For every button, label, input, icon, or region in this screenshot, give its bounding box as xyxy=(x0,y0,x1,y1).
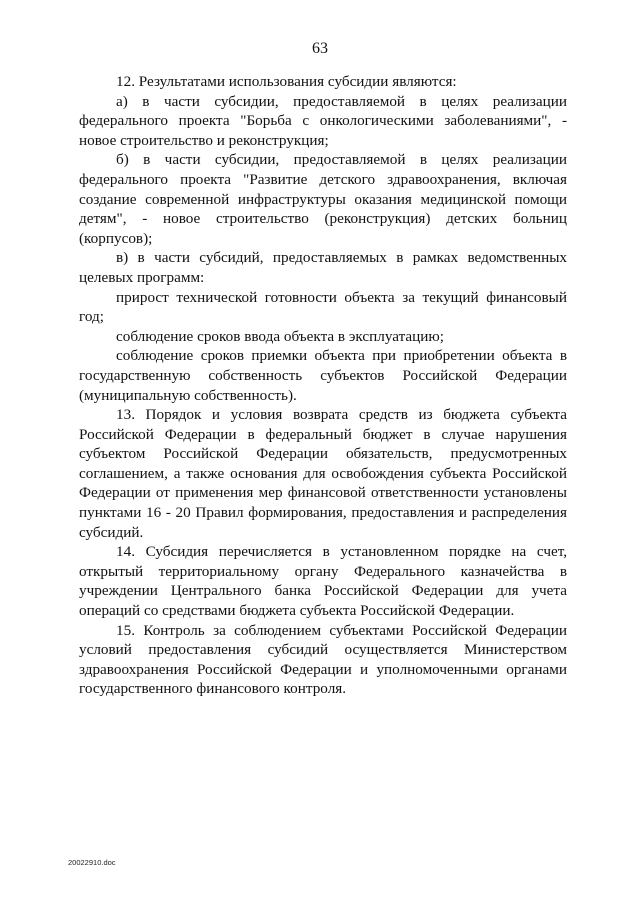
paragraph-readiness-growth: прирост технической готовности объекта за текущий финансовый год; xyxy=(79,288,567,326)
document-body xyxy=(79,72,567,699)
paragraph-13-refund-procedure: 13. Порядок и условия возврата средств из бюджета субъекта Российской Федерации в федеральный бюджет в случае нарушения субъектом Российской Федерации обязательств, предусмотренных соглашением, а также основания для освобождения субъекта Российской Федерации от применения мер финансовой ответственности установлены пунктами 16 - 20 Правил формирования, предоставления и распределения субсидий. xyxy=(79,406,567,541)
footer-filename: 20022910.doc xyxy=(68,858,116,867)
paragraph-12c-departmental-programs: в) в части субсидий, предоставляемых в рамках ведомственных целевых программ: xyxy=(79,249,567,286)
paragraph-15-control: 15. Контроль за соблюдением субъектами Российской Федерации условий предоставления субсидий осуществляется Министерством здравоохранения Российской Федерации и уполномоченными органами государственного финансового контроля. xyxy=(79,621,567,698)
paragraph-commissioning-deadlines: соблюдение сроков ввода объекта в эксплуатацию; xyxy=(116,327,444,345)
page-number: 63 xyxy=(312,40,328,57)
paragraph-acceptance-deadlines: соблюдение сроков приемки объекта при приобретении объекта в государственную собственность субъектов Российской Федерации (муниципальную собственность). xyxy=(79,347,567,404)
paragraph-12a-oncology: а) в части субсидии, предоставляемой в целях реализации федерального проекта "Борьба с онкологическими заболеваниями", - новое строительство и реконструкция; xyxy=(79,92,567,149)
paragraph-12b-child-healthcare: б) в части субсидии, предоставляемой в целях реализации федерального проекта "Развитие детского здравоохранения, включая создание современной инфраструктуры оказания медицинской помощи детям", - новое строительство (реконструкция) детских больниц (корпусов); xyxy=(79,151,567,247)
paragraph-12-results: 12. Результатами использования субсидии являются: xyxy=(116,73,457,90)
paragraph-14-transfer: 14. Субсидия перечисляется в установленном порядке на счет, открытый территориальному органу Федерального казначейства в учреждении Центрального банка Российской Федерации для учета операций со средствами бюджета субъекта Российской Федерации. xyxy=(79,543,567,620)
